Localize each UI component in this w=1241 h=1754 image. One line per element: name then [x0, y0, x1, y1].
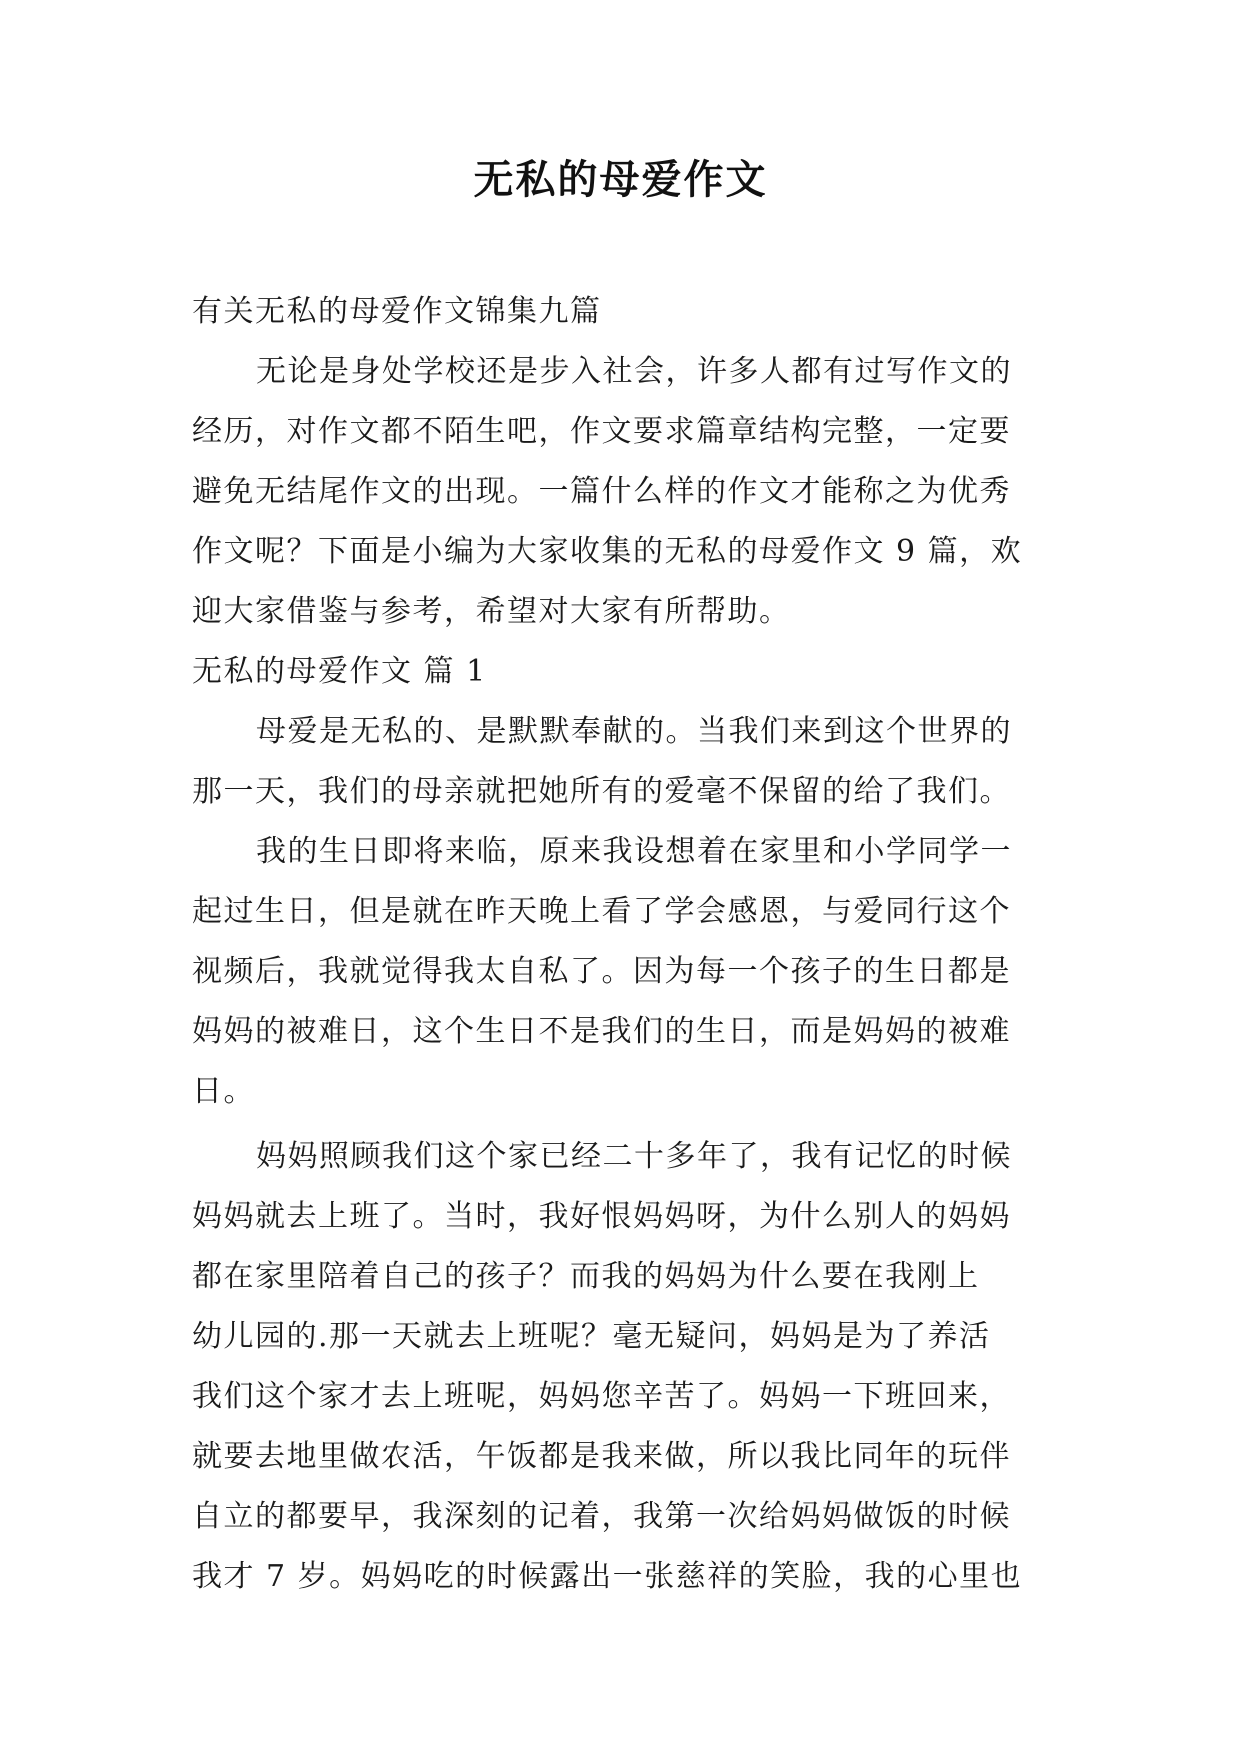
paragraph-line: 起过生日，但是就在昨天晚上看了学会感恩，与爱同行这个 [192, 894, 1011, 929]
paragraph-line: 日。 [192, 1074, 255, 1109]
paragraph-line: 都在家里陪着自己的孩子？而我的妈妈为什么要在我刚上 [192, 1259, 980, 1294]
paragraph-line: 我才 7 岁。妈妈吃的时候露出一张慈祥的笑脸，我的心里也 [192, 1559, 1023, 1594]
page-title: 无私的母爱作文 [473, 156, 768, 203]
paragraph-line: 母爱是无私的、是默默奉献的。当我们来到这个世界的 [256, 714, 1012, 749]
paragraph-line: 避免无结尾作文的出现。一篇什么样的作文才能称之为优秀 [192, 474, 1011, 509]
paragraph-line: 妈妈照顾我们这个家已经二十多年了，我有记忆的时候 [256, 1139, 1012, 1174]
paragraph-line: 无论是身处学校还是步入社会，许多人都有过写作文的 [256, 354, 1012, 389]
paragraph-line: 作文呢？下面是小编为大家收集的无私的母爱作文 9 篇，欢 [192, 534, 1023, 569]
paragraph-line: 迎大家借鉴与参考，希望对大家有所帮助。 [192, 594, 791, 629]
paragraph-line: 经历，对作文都不陌生吧，作文要求篇章结构完整，一定要 [192, 414, 1011, 449]
paragraph-line: 妈妈的被难日，这个生日不是我们的生日，而是妈妈的被难 [192, 1014, 1011, 1049]
paragraph-line: 视频后，我就觉得我太自私了。因为每一个孩子的生日都是 [192, 954, 1011, 989]
paragraph-line: 自立的都要早，我深刻的记着，我第一次给妈妈做饭的时候 [192, 1499, 1011, 1534]
document-body [192, 282, 1052, 1607]
paragraph-line: 就要去地里做农活，午饭都是我来做，所以我比同年的玩伴 [192, 1439, 1011, 1474]
paragraph-line: 我们这个家才去上班呢，妈妈您辛苦了。妈妈一下班回来， [192, 1379, 1011, 1414]
paragraph-line: 那一天，我们的母亲就把她所有的爱毫不保留的给了我们。 [192, 774, 1011, 809]
paragraph-line: 幼儿园的.那一天就去上班呢？毫无疑问，妈妈是为了养活 [192, 1319, 991, 1354]
subtitle-line: 有关无私的母爱作文锦集九篇 [192, 294, 602, 329]
paragraph-line: 妈妈就去上班了。当时，我好恨妈妈呀，为什么别人的妈妈 [192, 1199, 1011, 1234]
paragraph-line: 我的生日即将来临，原来我设想着在家里和小学同学一 [256, 834, 1012, 869]
section-heading: 无私的母爱作文 篇 1 [192, 654, 487, 689]
